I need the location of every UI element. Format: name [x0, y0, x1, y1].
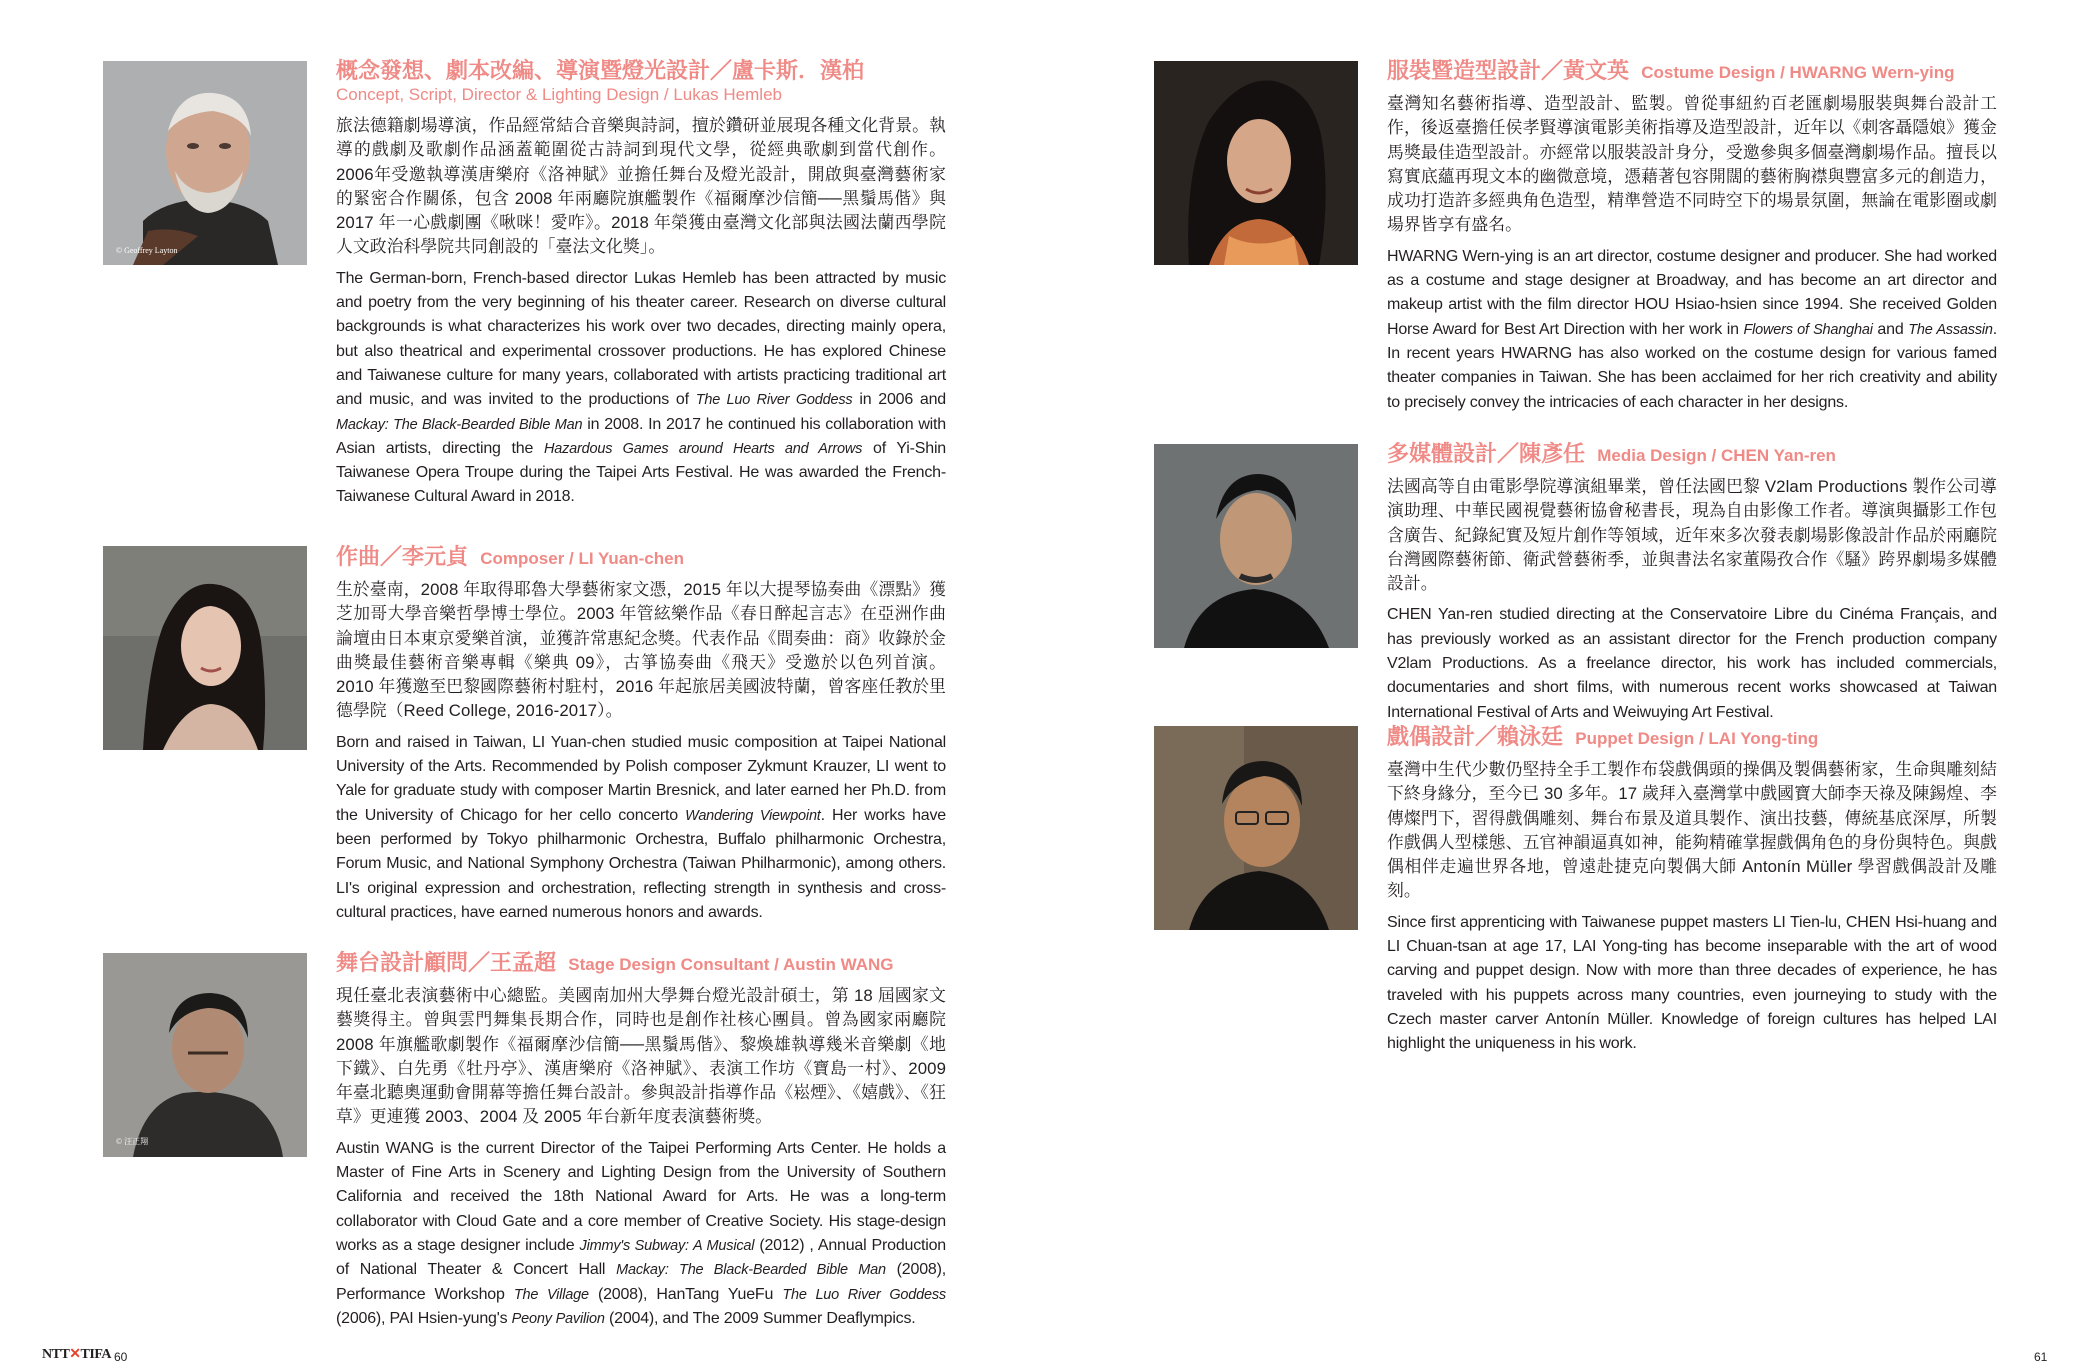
- bio-text-en: Born and raised in Taiwan, LI Yuan-chen studied music composition at Taipei National University of the Arts. Recommended by Polish composer Zykmunt Krauzer, LI went to Yale for graduate study with composer Martin Bresnick, and later earned her Ph.D. from the University of Chicago for her cello concerto Wandering Viewpoint. Her works have been performed by Tokyo philharmonic Orchestra, Buffalo philharmonic Orchestra, Forum Music, and National Symphony Orchestra (Taiwan Philharmonic), among others. LI's original expression and orchestration, reflecting strength in synthesis and cross-cultural practices, have earned numerous honors and awards.: [336, 733, 947, 921]
- portrait-lai-yong-ting: [1154, 726, 1358, 930]
- bio-text-en: The German-born, French-based director Lukas Hemleb has been attracted by music and poetry from the very beginning of his theater career. Research on diverse cultural backgrounds is what characterizes his work over two decades, directing mainly opera, but also theatrical and experimental crossover productions. He has explored Chinese and Taiwanese culture for many years, collaborated with artists practicing traditional art and music, and was invited to the productions of The Luo River Goddess in 2006 and Mackay: The Black-Bearded Bible Man in 2008. In 2017 he continued his collaboration with Asian artists, directing the Hazardous Games around Hearts and Arrows of Yi-Shin Taiwanese Opera Troupe during the Taipei Arts Festival. He was awarded the French-Taiwanese Cultural Award in 2018.: [336, 269, 947, 506]
- bio-text-zh: 法國高等自由電影學院導演組畢業，曾任法國巴黎 V2lam Productions 製作公司導演助理、中華民國視覺藝術協會秘書長，現為自由影像工作者。導演與攝影工作包含廣告、紀錄紀實及短片創作等領域，近年來多次發表劇場影像設計作品於兩廳院台灣國際藝術節、衛武營藝術季，並與書法名家董陽孜合作《騷》跨界劇場多媒體設計。: [1387, 477, 1997, 594]
- bio-title-en: Concept, Script, Director & Lighting Design / Lukas Hemleb: [336, 85, 782, 104]
- portrait-austin-wang: [103, 953, 307, 1157]
- bio-text-zh: 臺灣知名藝術指導、造型設計、監製。曾從事紐約百老匯劇場服裝與舞台設計工作，後返臺擔任侯孝賢導演電影美術指導及造型設計，近年以《刺客聶隱娘》獲金馬獎最佳造型設計。亦經常以服裝設計身分，受邀參與多個臺灣劇場作品。擅長以寫實底蘊再現文本的幽微意境，憑藉著包容開闊的藝術胸襟與豐富多元的創造力，成功打造許多經典角色造型，精準營造不同時空下的場景氛圍，無論在電影圈或劇場界皆享有盛名。: [1387, 94, 1997, 235]
- bio-title-zh: 概念發想、劇本改編、導演暨燈光設計／盧卡斯．漢柏: [336, 58, 865, 83]
- bio-title: 舞台設計顧問／王孟超 Stage Design Consultant / Austin WANG: [336, 950, 894, 975]
- portrait-li-yuan-chen: [103, 546, 307, 750]
- bio-text-zh: 生於臺南，2008 年取得耶魯大學藝術家文憑，2015 年以大提琴協奏曲《漂點》獲芝加哥大學音樂哲學博士學位。2003 年管絃樂作品《春日醉起言志》在亞洲作曲論壇由日本東京愛樂首演，並獲許常惠紀念獎。代表作品《間奏曲：商》收錄於金曲獎最佳藝術音樂專輯《樂典 09》，古箏協奏曲《飛天》受邀於以色列首演。2010 年獲邀至巴黎國際藝術村駐村，2016 年起旅居美國波特蘭，曾客座任教於里德學院（Reed College, 2016-2017）。: [336, 580, 946, 721]
- bio-title: 多媒體設計／陳彥任 Media Design / CHEN Yan-ren: [1387, 441, 1836, 466]
- bio-text-zh: 旅法德籍劇場導演，作品經常結合音樂與詩詞，擅於鑽研並展現各種文化背景。執導的戲劇及歌劇作品涵蓋範圍從古詩詞到現代文學，從經典歌劇到當代創作。2006年受邀執導漢唐樂府《洛神賦》並擔任舞台及燈光設計，開啟與臺灣藝術家的緊密合作關係，包含 2008 年兩廳院旗艦製作《福爾摩沙信簡──黑鬚馬偕》與 2017 年一心戲劇團《啾咪！愛咋》。2018 年榮獲由臺灣文化部與法國法蘭西學院人文政治科學院共同創設的「臺法文化獎」。: [336, 116, 946, 257]
- bio-title: 服裝暨造型設計／黃文英 Costume Design / HWARNG Wern-ying: [1387, 58, 1955, 83]
- bio-text-en: Austin WANG is the current Director of the Taipei Performing Arts Center. He holds a Master of Fine Arts in Scenery and Lighting Design from the University of Southern California and received the 18th National Award for Arts. He was a long-term collaborator with Cloud Gate and a core member of Creative Society. His stage-design works as a stage designer include Jimmy's Subway: A Musical (2012) , Annual Production of National Theater & Concert Hall Mackay: The Black-Bearded Bible Man (2008), Performance Workshop The Village (2008), HanTang YueFu The Luo River Goddess (2006), PAI Hsien-yung's Peony Pavilion (2004), and The 2009 Summer Deaflympics.: [336, 1139, 947, 1327]
- photo-credit: © Geoffrey Layton: [116, 246, 178, 255]
- portrait-chen-yan-ren: [1154, 444, 1358, 648]
- bio-title: 戲偶設計／賴泳廷 Puppet Design / LAI Yong-ting: [1387, 724, 1819, 749]
- photo-credit: © 汪正翔: [116, 1137, 149, 1146]
- ntt-tifa-logo: NTT✕TIFA: [42, 1347, 111, 1362]
- bio-text-en: HWARNG Wern-ying is an art director, costume designer and producer. She had worked as a costume and stage designer at Broadway, and has become an art director and makeup artist with the film director HOU Hsiao-hsien since 1994. She received Golden Horse Award for Best Art Direction with her work in Flowers of Shanghai and The Assassin. In recent years HWARNG has also worked on the costume design for various famed theater companies in Taiwan. She has been acclaimed for her rich creativity and ability to precisely convey the intricacies of each character in her designs.: [1387, 247, 1998, 411]
- page-number-left: 60: [114, 1350, 128, 1364]
- page-number-right: 61: [2034, 1350, 2048, 1364]
- bio-text-en: Since first apprenticing with Taiwanese puppet masters LI Tien-lu, CHEN Hsi-huang and LI Chuan-tsan at age 17, LAI Yong-ting has become inseparable with the art of wood carving and puppet design. Now with more than three decades of experience, he has traveled with his puppets across many countries, even journeying to study with the Czech master carver Antonín Müller. Knowledge of foreign cultures has helped LAI highlight the uniqueness in his work.: [1387, 913, 1997, 1053]
- bio-text-zh: 現任臺北表演藝術中心總監。美國南加州大學舞台燈光設計碩士，第 18 屆國家文藝獎得主。曾與雲門舞集長期合作，同時也是創作社核心團員。曾為國家兩廳院 2008 年旗艦歌劇製作《福爾摩沙信簡──黑鬚馬偕》、黎煥雄執導幾米音樂劇《地下鐵》、白先勇《牡丹亭》、漢唐樂府《洛神賦》、表演工作坊《寶島一村》、2009 年臺北聽奧運動會開幕等擔任舞台設計。參與設計指導作品《崧煙》、《嬉戲》、《狂草》更連獲 2003、2004 及 2005 年台新年度表演藝術獎。: [336, 986, 946, 1127]
- bio-text-zh: 臺灣中生代少數仍堅持全手工製作布袋戲偶頭的操偶及製偶藝術家，生命與雕刻結下終身緣分，至今已 30 多年。17 歲拜入臺灣掌中戲國寶大師李天祿及陳錫煌、李傳燦門下，習得戲偶雕刻、舞台布景及道具製作、演出技藝，傳統基底深厚，所製作戲偶人型樣態、五官神韻逼真如神，能夠精確掌握戲偶角色的身份與特色。與戲偶相伴走遍世界各地，曾遠赴捷克向製偶大師 Antonín Müller 學習戲偶設計及雕刻。: [1387, 760, 1997, 901]
- bio-text-en: CHEN Yan-ren studied directing at the Conservatoire Libre du Cinéma Français, and has previously worked as an assistant director for the French production company V2lam Productions. As a freelance director, his work has included commercials, documentaries and short films, with numerous recent works showcased at Taiwan International Festival of Arts and Weiwuying Art Festival.: [1387, 606, 1997, 721]
- portrait-hwarng-wern-ying: [1154, 61, 1358, 265]
- bio-title: 作曲／李元貞 Composer / LI Yuan-chen: [336, 544, 684, 569]
- portrait-lukas-hemleb: [103, 61, 307, 265]
